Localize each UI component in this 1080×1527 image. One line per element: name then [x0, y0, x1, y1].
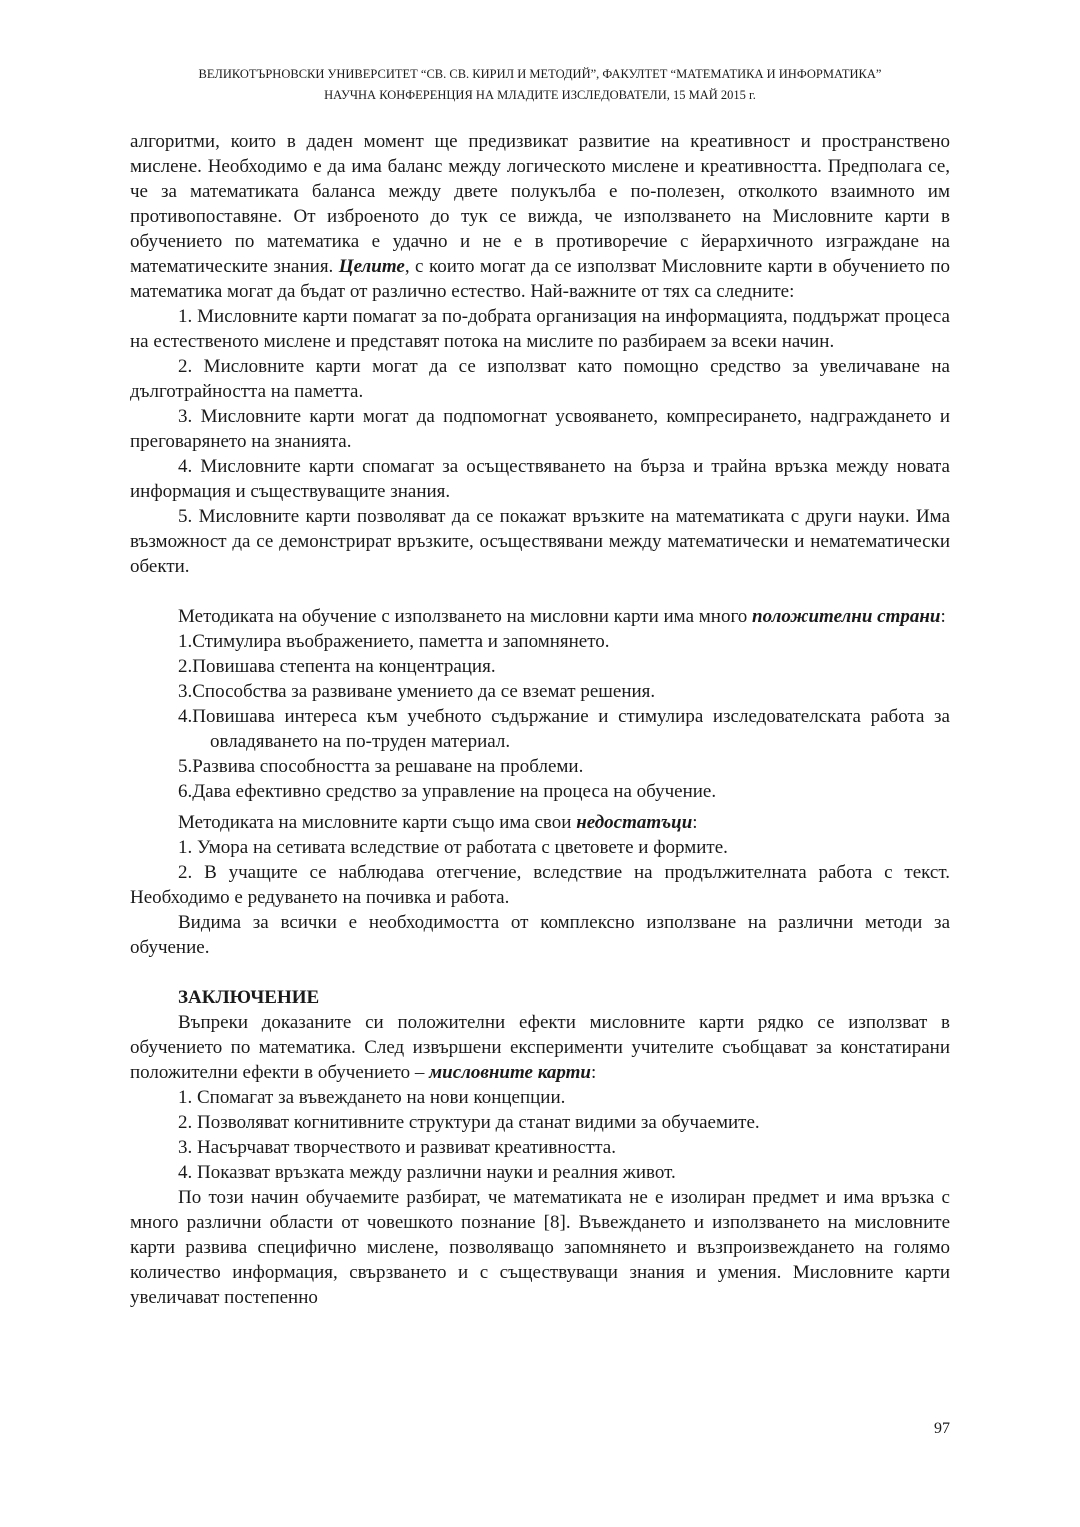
- negative-item: 1. Умора на сетивата вследствие от работата с цветовете и формите.: [178, 837, 728, 858]
- body-text: [130, 129, 950, 1310]
- goal-item: 3. Мисловните карти могат да подпомогнат усвояването, компресирането, надграждането и преговарянето на знанията.: [130, 406, 950, 452]
- page-number: 97: [934, 1420, 950, 1437]
- negatives-closing: Видима за всички е необходимостта от комплексно използване на различни методи за обучение.: [130, 912, 950, 958]
- negatives-colon: :: [692, 812, 698, 833]
- goal-item: 2. Мисловните карти могат да се използват като помощно средство за увеличаване на дълготрайността на паметта.: [130, 356, 950, 402]
- conclusion-item: 1. Спомагат за въвеждането на нови концепции.: [178, 1087, 566, 1108]
- negative-item: 2. В учащите се наблюдава отегчение, вследствие на продължителната работа с текст. Необходимо е редуването на почивка и работа.: [130, 862, 950, 908]
- negatives-intro: [130, 810, 950, 835]
- positive-item: 5.Развива способността за решаване на проблеми.: [178, 756, 584, 777]
- conclusion-emphasis: мисловните карти: [429, 1062, 591, 1083]
- positive-item: 2.Повишава степента на концентрация.: [178, 656, 496, 677]
- intro-emphasis: Целите: [338, 256, 405, 277]
- positive-item: 4.Повишава интереса към учебното съдържание и стимулира изследователската работа за овладяването на по-труден материал.: [178, 706, 950, 752]
- intro-text: алгоритми, които в даден момент ще предизвикат развитие на креативност и пространствено мислене. Необходимо е да има баланс между логическото мислене и креативността. Предполага се, че за математиката баланса между двете полукълба е по-полезен, отколкото взаимното им противопоставяне. От изброеното до тук се вижда, че използването на Мисловните карти в обучението по математика е удачно и не е в противоречие с йерархичното изграждане на математическите знания.: [130, 131, 950, 277]
- header-conference-line: НАУЧНА КОНФЕРЕНЦИЯ НА МЛАДИТЕ ИЗСЛЕДОВАТЕЛИ, 15 МАЙ 2015 г.: [324, 88, 756, 102]
- conclusion-item: 2. Позволяват когнитивните структури да станат видими за обучаемите.: [178, 1112, 760, 1133]
- conclusion-colon: :: [590, 1062, 597, 1083]
- conclusion-item: 3. Насърчават творчеството и развиват креативността.: [178, 1137, 616, 1158]
- positives-intro-text: Методиката на обучение с използването на мисловни карти има много: [178, 606, 748, 627]
- conclusion-final: По този начин обучаемите разбират, че математиката не е изолиран предмет и има връзка с много различни области от човешкото познание [8]. Въвеждането и използването на мисловните карти развива специфично мислене, позволяващо запомнянето и възпроизвеждането на голямо количество информация, свързването и с съществуващи знания и умения. Мисловните карти увеличават постепенно: [130, 1187, 950, 1308]
- conclusion-intro: [130, 1010, 950, 1085]
- conclusion-item: 4. Показват връзката между различни науки и реалния живот.: [178, 1162, 676, 1183]
- positive-item: 6.Дава ефективно средство за управление на процеса на обучение.: [178, 781, 717, 802]
- goal-item: 1. Мисловните карти помагат за по-добрата организация на информацията, поддържат процеса на естественото мислене и представят потока на мислите по разбираем за всеки начин.: [130, 306, 950, 352]
- intro-paragraph: [130, 129, 950, 304]
- positives-emphasis: положителни страни: [752, 606, 941, 627]
- section-heading: ЗАКЛЮЧЕНИЕ: [178, 987, 320, 1008]
- negatives-emphasis: недостатъци: [576, 812, 693, 833]
- positives-colon: :: [940, 606, 946, 627]
- positive-item: 3.Способства за развиване умението да се вземат решения.: [178, 681, 656, 702]
- positives-intro: [130, 604, 950, 629]
- running-header: [0, 64, 1080, 106]
- negatives-intro-text: Методиката на мисловните карти също има свои: [178, 812, 572, 833]
- goal-item: 5. Мисловните карти позволяват да се покажат връзките на математиката с други науки. Има възможност да се демонстрират връзките, осъществявани между математически и нематематически обекти.: [130, 506, 950, 577]
- intro-text-rest: , с които могат да се използват Мисловните карти в обучението по математика могат да бъдат от различно естество. Най-важните от тях са следните:: [130, 256, 951, 302]
- conclusion-intro-text: Въпреки доказаните си положителни ефекти мисловните карти рядко се използват в обучението по математика. След извършени експерименти учителите съобщават за констатирани положителни ефекти в обучението –: [130, 1012, 950, 1083]
- positive-item: 1.Стимулира въображението, паметта и запомнянето.: [178, 631, 610, 652]
- goal-item: 4. Мисловните карти спомагат за осъществяването на бърза и трайна връзка между новата информация и съществуващите знания.: [130, 456, 950, 502]
- header-university-line: ВЕЛИКОТЪРНОВСКИ УНИВЕРСИТЕТ “СВ. СВ. КИРИЛ И МЕТОДИЙ”, ФАКУЛТЕТ “МАТЕМАТИКА И ИНФОРМАТИКА”: [198, 67, 882, 81]
